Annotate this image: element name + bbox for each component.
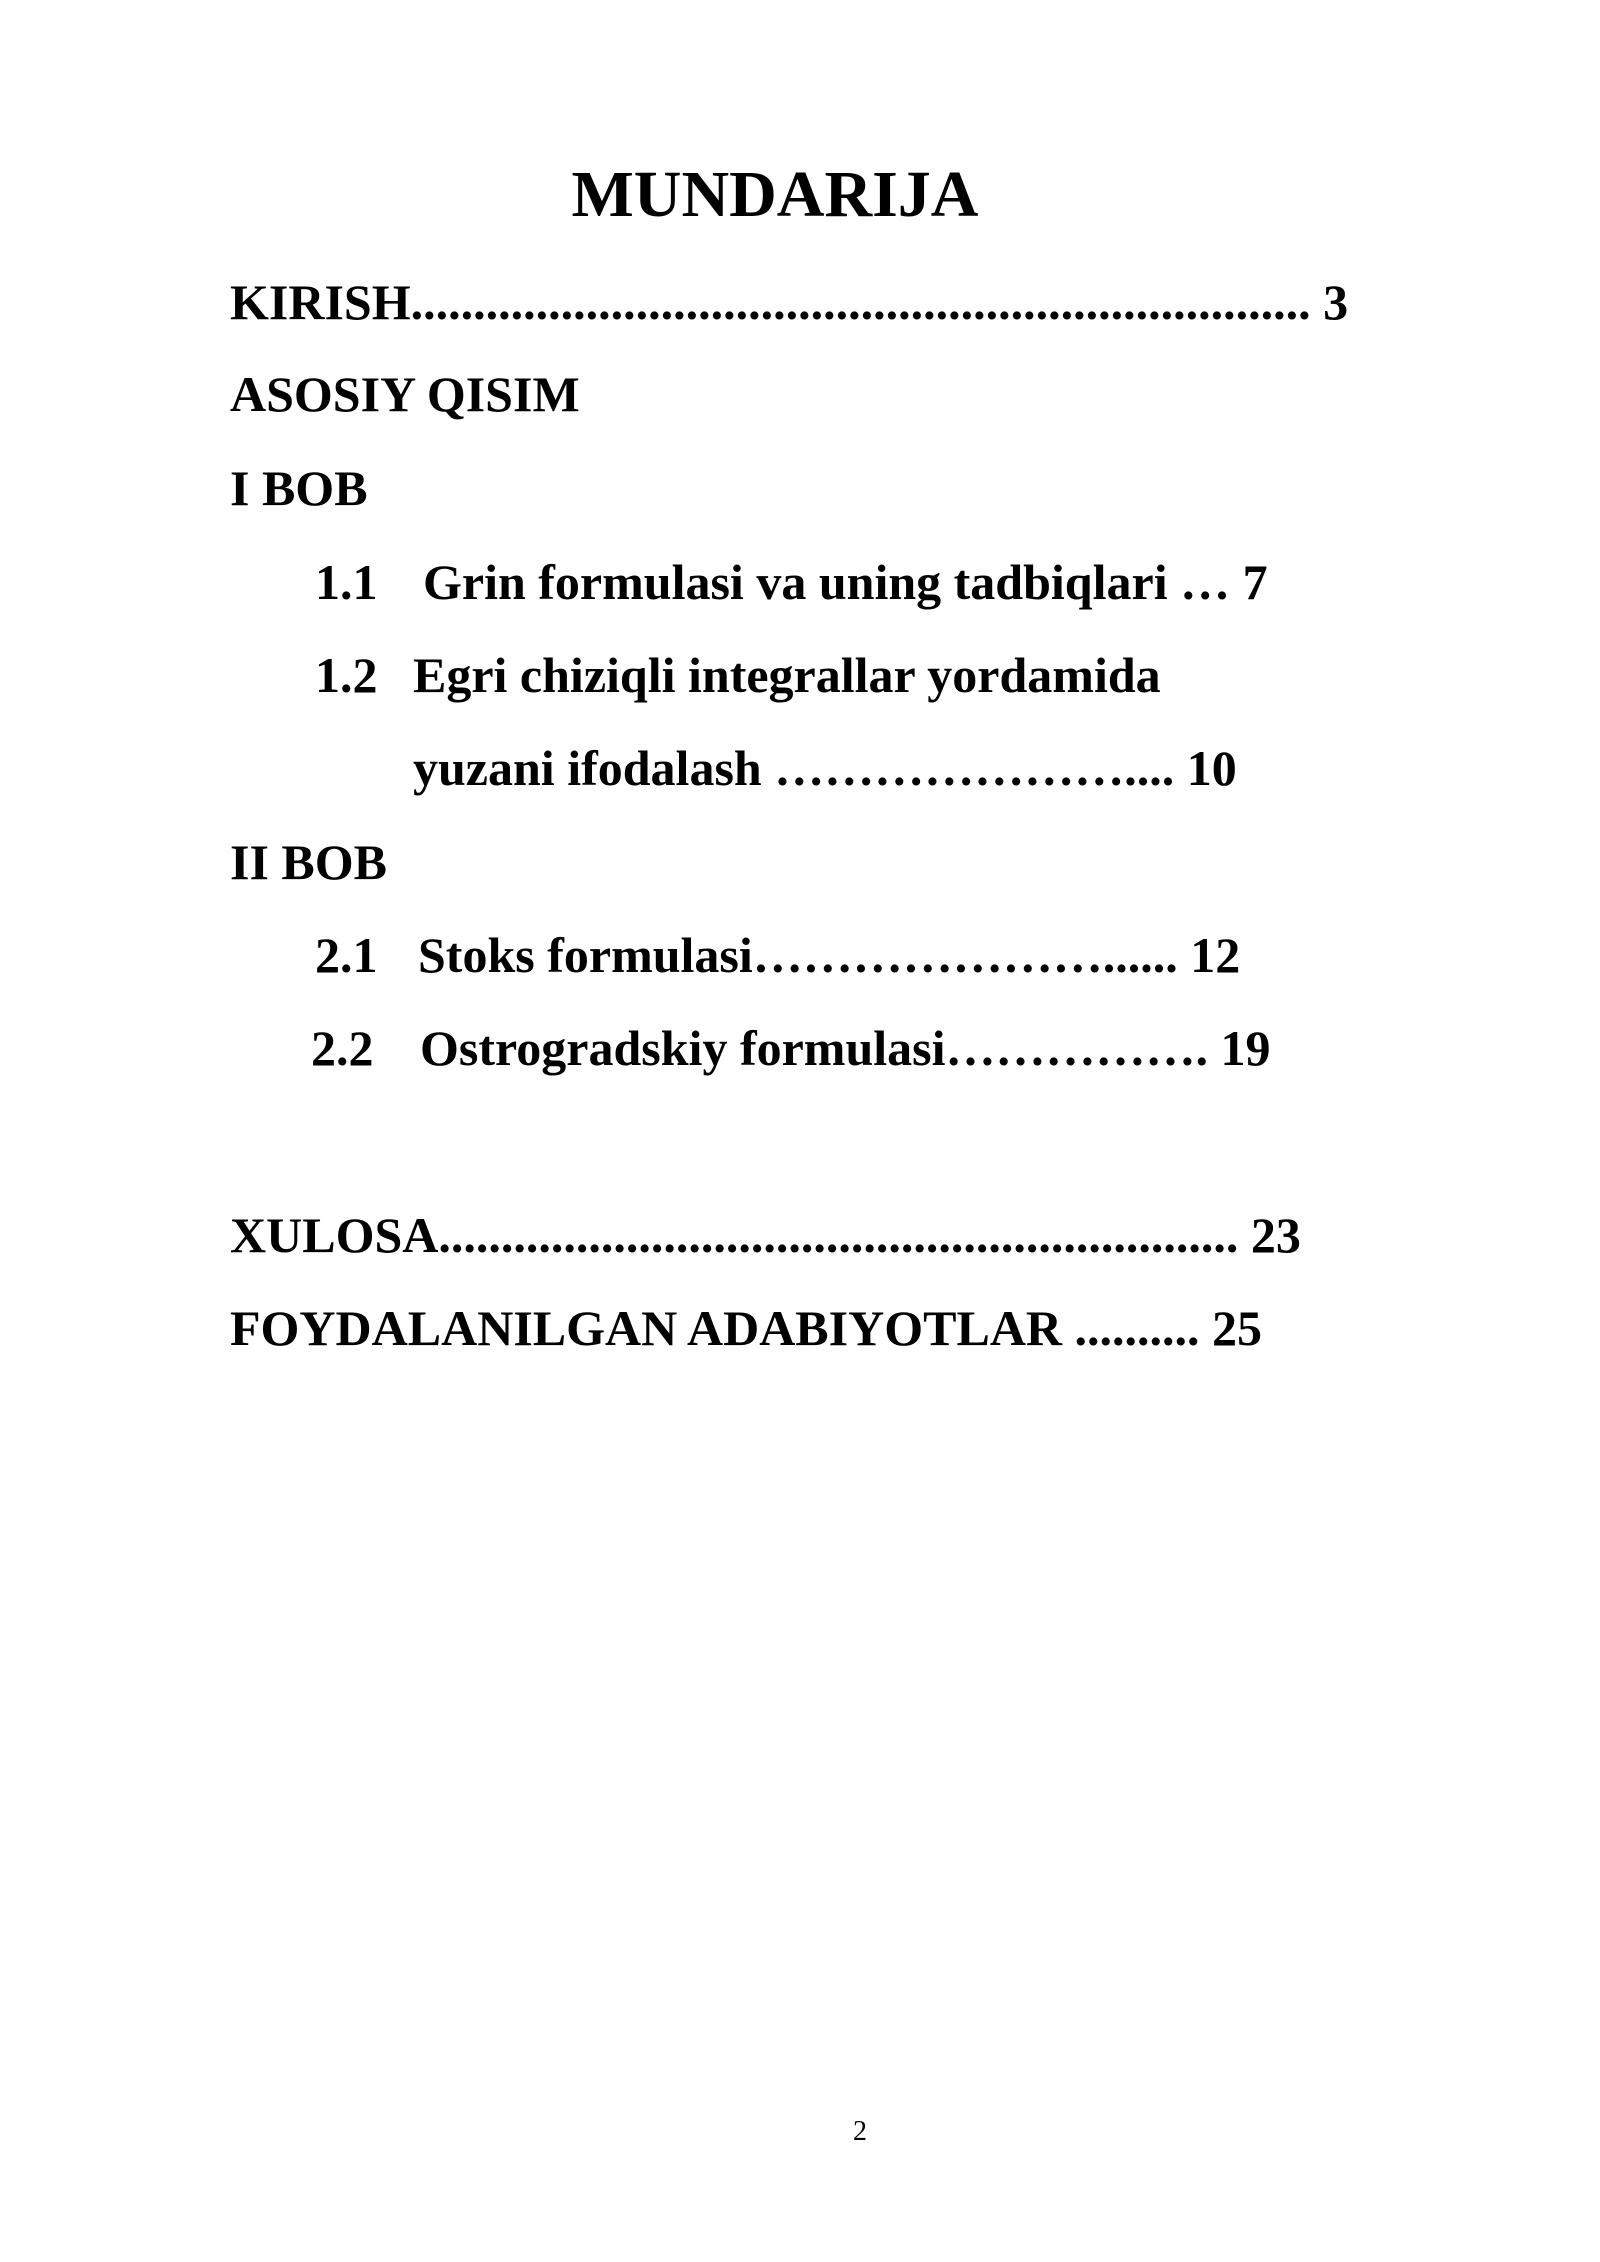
toc-entry-2-1 — [315, 925, 1241, 985]
toc-entry-bob-1: I BOB — [230, 460, 368, 516]
toc-section-title: Egri chiziqli integrallar yordamida — [413, 647, 1161, 703]
toc-section-title: Stoks formulasi…………………...... 12 — [418, 927, 1241, 983]
toc-section-number: 1.2 — [315, 647, 378, 703]
toc-entry-1-2 — [315, 645, 1161, 705]
toc-section-title: Grin formulasi va uning tadbiqlari … 7 — [423, 554, 1268, 610]
page-number: 2 — [853, 2116, 867, 2147]
toc-entry-1-2-continued: yuzani ifodalash ………………….... 10 — [413, 740, 1237, 796]
page-title: MUNDARIJA — [571, 158, 979, 231]
toc-entry-1-1 — [315, 552, 1268, 612]
toc-section-number: 2.1 — [315, 927, 378, 983]
toc-entry-adabiyotlar: FOYDALANILGAN ADABIYOTLAR .......... 25 — [230, 1300, 1263, 1356]
toc-entry-kirish: KIRISH........................................................................ 3 — [230, 274, 1349, 330]
toc-entry-asosiy-qisim: ASOSIY QISIM — [230, 366, 580, 422]
toc-entry-bob-2: II BOB — [230, 834, 388, 890]
toc-entry-2-2 — [311, 1018, 1271, 1078]
toc-entry-xulosa: XULOSA................................................................ 23 — [230, 1207, 1301, 1263]
toc-section-title: Ostrogradskiy formulasi……………. 19 — [420, 1020, 1271, 1076]
toc-section-number: 2.2 — [311, 1020, 374, 1076]
toc-section-number: 1.1 — [315, 554, 378, 610]
